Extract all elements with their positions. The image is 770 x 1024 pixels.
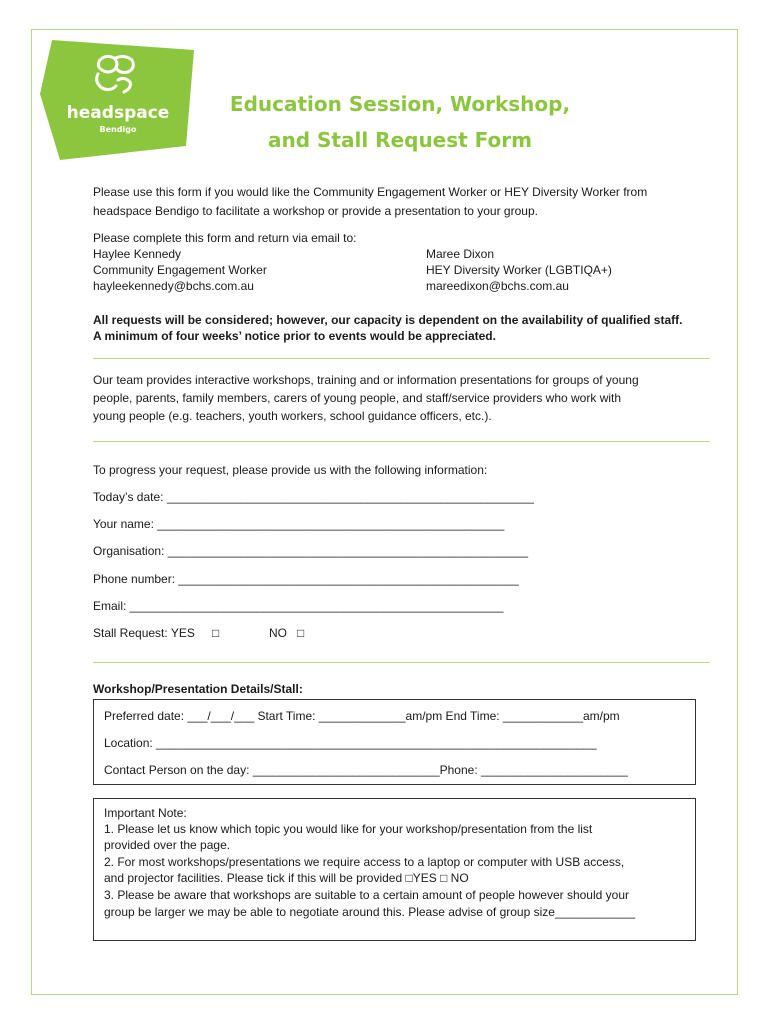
email-field[interactable]: Email: ________________________________________________________ [93, 599, 504, 613]
about-line1: Our team provides interactive workshops, training and or information presentations for groups of young [93, 373, 639, 387]
divider-3 [93, 662, 710, 663]
note-line2: provided over the page. [104, 838, 231, 852]
contact-person1-name: Haylee Kennedy [93, 247, 182, 261]
intro-line2: headspace Bendigo to facilitate a workshop or provide a presentation to your group. [93, 204, 538, 218]
divider-2 [93, 441, 710, 442]
phone-number-field[interactable]: Phone number: ___________________________________________________ [93, 572, 519, 586]
preferred-date-row[interactable]: Preferred date: ___/___/___ Start Time: _____________am/pm End Time: ____________am/pm [104, 709, 620, 723]
contact-person2-email: mareedixon@bchs.com.au [426, 279, 569, 293]
note-line5: 3. Please be aware that workshops are suitable to a certain amount of people however should your [104, 888, 629, 902]
contact-person2-name: Maree Dixon [426, 247, 495, 261]
note-line3: 2. For most workshops/presentations we require access to a laptop or computer with USB access, [104, 855, 625, 869]
details-box [93, 699, 696, 785]
details-heading: Workshop/Presentation Details/Stall: [93, 682, 303, 696]
request-heading: To progress your request, please provide us with the following information: [93, 463, 488, 477]
contact-person1-email: hayleekennedy@bchs.com.au [93, 279, 254, 293]
contact-person-row[interactable]: Contact Person on the day: ____________________________Phone: ______________________ [104, 763, 628, 777]
note-line1: 1. Please let us know which topic you would like for your workshop/presentation from the list [104, 822, 593, 836]
stall-yes-checkbox[interactable]: □ [212, 626, 220, 640]
stall-no-checkbox[interactable]: □ [297, 626, 305, 640]
organisation-field[interactable]: Organisation: ______________________________________________________ [93, 544, 529, 558]
todays-date-field[interactable]: Today’s date: _______________________________________________________ [93, 490, 534, 504]
contact-heading: Please complete this form and return via email to: [93, 231, 357, 245]
stall-no-label: NO [269, 626, 287, 640]
page-title-line1: Education Session, Workshop, [229, 92, 571, 116]
notice-line2: A minimum of four weeks’ notice prior to events would be appreciated. [93, 329, 496, 343]
logo-brand-text: headspace [66, 103, 170, 123]
page-title-line2: and Stall Request Form [268, 128, 532, 152]
divider-1 [93, 358, 710, 359]
contact-person2-role: HEY Diversity Worker (LGBTIQA+) [426, 263, 612, 277]
about-line2: people, parents, family members, carers of young people, and staff/service providers who work with [93, 391, 622, 405]
logo-location-text: Bendigo [99, 125, 137, 134]
contact-person1-role: Community Engagement Worker [93, 263, 267, 277]
notice-line1: All requests will be considered; however, our capacity is dependent on the availability of qualified staff. [93, 313, 683, 327]
note-heading: Important Note: [104, 806, 187, 820]
location-row[interactable]: Location: __________________________________________________________________ [104, 736, 597, 750]
about-line3: young people (e.g. teachers, youth workers, school guidance officers, etc.). [93, 409, 492, 423]
your-name-field[interactable]: Your name: ____________________________________________________ [93, 517, 505, 531]
important-note-box [93, 798, 696, 941]
note-line6[interactable]: group be larger we may be able to negotiate around this. Please advise of group size____________ [104, 905, 636, 919]
intro-line1: Please use this form if you would like the Community Engagement Worker or HEY Diversity Worker from [93, 185, 648, 199]
stall-request-label: Stall Request: YES [93, 626, 195, 640]
note-line4[interactable]: and projector facilities. Please tick if this will be provided □YES □ NO [104, 871, 469, 885]
